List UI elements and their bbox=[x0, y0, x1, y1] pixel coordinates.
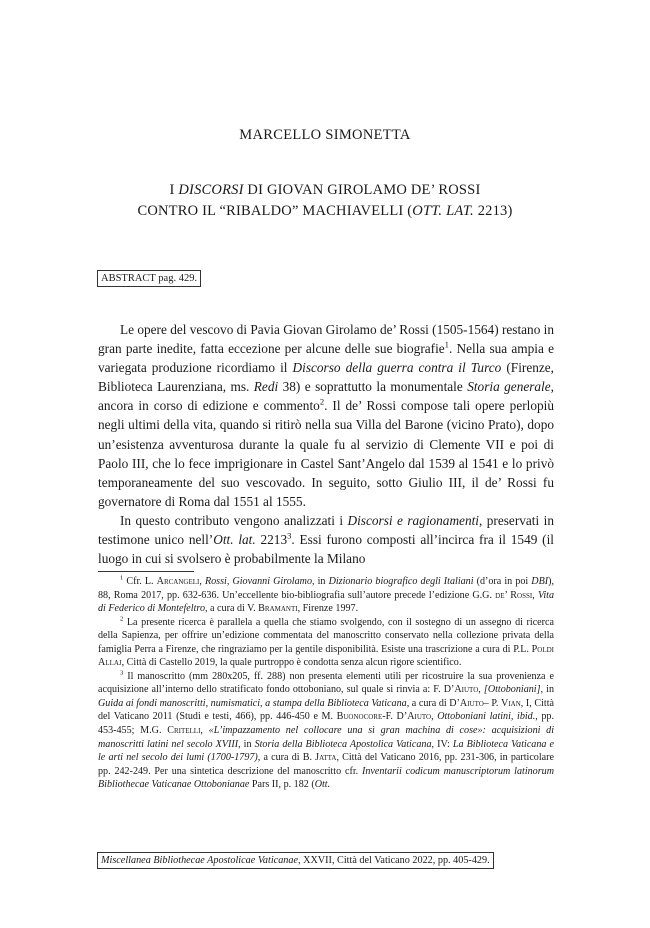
footnote-divider bbox=[98, 571, 194, 572]
footnote-1: $^1$ Cfr. L. Arcangeli, Rossi, Giovanni Girolamo, in Dizionario biografico degli Italiani (d’ora in poi DBI), 88, Roma 2017, pp. 632-636. Un’eccellente bio-bibliografia sull’autore precede l’edizione G.G. de’ Rossi, Vita di Federico di Montefeltro, a cura di V. Bramanti, Firenze 1997. bbox=[98, 574, 555, 615]
main-body-text bbox=[98, 320, 554, 568]
footnote-2: $^2$ La presente ricerca è parallela a quella che stiamo svolgendo, con il sostegno di un assegno di ricerca della Sapienza, per offrire un’edizione commentata del manoscritto conservato nella collezione privata della famiglia Perra a Firenze, che ringraziamo per la gentile disponibilità. Esiste una trascrizione a cura di P.L. Poldi Allaj, Città di Castello 2019, la quale purtroppo è condotta senza alcun rigore scientifico. bbox=[98, 615, 554, 669]
abstract-reference-box[interactable]: ABSTRACT pag. 429. bbox=[97, 270, 201, 287]
footnote-ref-1[interactable]: 1 bbox=[444, 339, 449, 350]
title-line-2: CONTRO IL “RIBALDO” MACHIAVELLI (OTT. LAT. 2213) bbox=[137, 203, 513, 219]
article-title bbox=[0, 180, 650, 222]
footnotes bbox=[98, 575, 554, 792]
footnote-ref-2[interactable]: 2 bbox=[319, 396, 325, 407]
body-paragraph-1: Le opere del vescovo di Pavia Giovan Girolamo de’ Rossi (1505-1564) restano in gran parte inedite, fatta eccezione per alcune delle sue biografie$^1$. Nella sua ampia e variegata produzione ricordiamo il Discorso della guerra contra il Turco (Firenze, Biblioteca Laurenziana, ms. Redi 38) e soprattutto la monumentale Storia generale, ancora in corso di edizione e commento$^2$. Il de’ Rossi compose tali opere perlopiù negli ultimi della vita, quando si ritirò nella sua Villa del Barone (vicino Prato), dopo un’esistenza avventurosa durante la quale fu al servizio di Clemente VII e poi di Paolo III, che lo fece imprigionare in Castel Sant’Angelo dal 1539 al 1541 e lo privò temporaneamente del suo vescovado. In seguito, sotto Giulio III, il de’ Rossi fu governatore di Roma dal 1551 al 1555. bbox=[98, 322, 555, 509]
body-paragraph-2: In questo contributo vengono analizzati i Discorsi e ragionamenti, preservati in testimone unico nell’Ott. lat. 2213$^3$. Essi furono composti all’incirca fra il 1549 (il luogo in cui si svolsero è probabilmente la Milano bbox=[98, 512, 554, 567]
source-citation-box: Miscellanea Bibliothecae Apostolicae Vaticanae, XXVII, Città del Vaticano 2022, pp. 405-429. bbox=[97, 852, 494, 869]
author-name: MARCELLO SIMONETTA bbox=[239, 127, 411, 143]
footnote-ref-3[interactable]: 3 bbox=[287, 530, 292, 541]
title-line-1: I DISCORSI DI GIOVAN GIROLAMO DE’ ROSSI bbox=[169, 182, 481, 198]
footnote-3: $^3$ Il manoscritto (mm 280x205, ff. 288) non presenta elementi utili per ricostruire la sua provenienza e acquisizione all’interno dello stratificato fondo ottoboniano, sul quale si rinvia a: F. D’Aiuto, [Ottoboniani], in Guida ai fondi manoscritti, numismatici, a stampa della Biblioteca Vaticana, a cura di D’Aiuto– P. Vian, I, Città del Vaticano 2011 (Studi e testi, 466), pp. 446-450 e M. Buonocore-F. D’Aiuto, Ottoboniani latini, ibid., pp. 453-455; M.G. Critelli, «L’impazzamento nel collocare una sì gran machina di cose»: acquisizioni di manoscritti latini nel secolo XVIII, in Storia della Biblioteca Apostolica Vaticana, IV: La Biblioteca Vaticana e le arti nel secolo dei lumi (1700-1797), a cura di B. Jatta, Città del Vaticano 2016, pp. 231-306, in particolare pp. 242-249. Per una sintetica descrizione del manoscritto cfr. Inventarii codicum manuscriptorum latinorum Bibliothecae Vaticanae Ottobonianae Pars II, p. 182 (Ott. bbox=[98, 669, 555, 791]
